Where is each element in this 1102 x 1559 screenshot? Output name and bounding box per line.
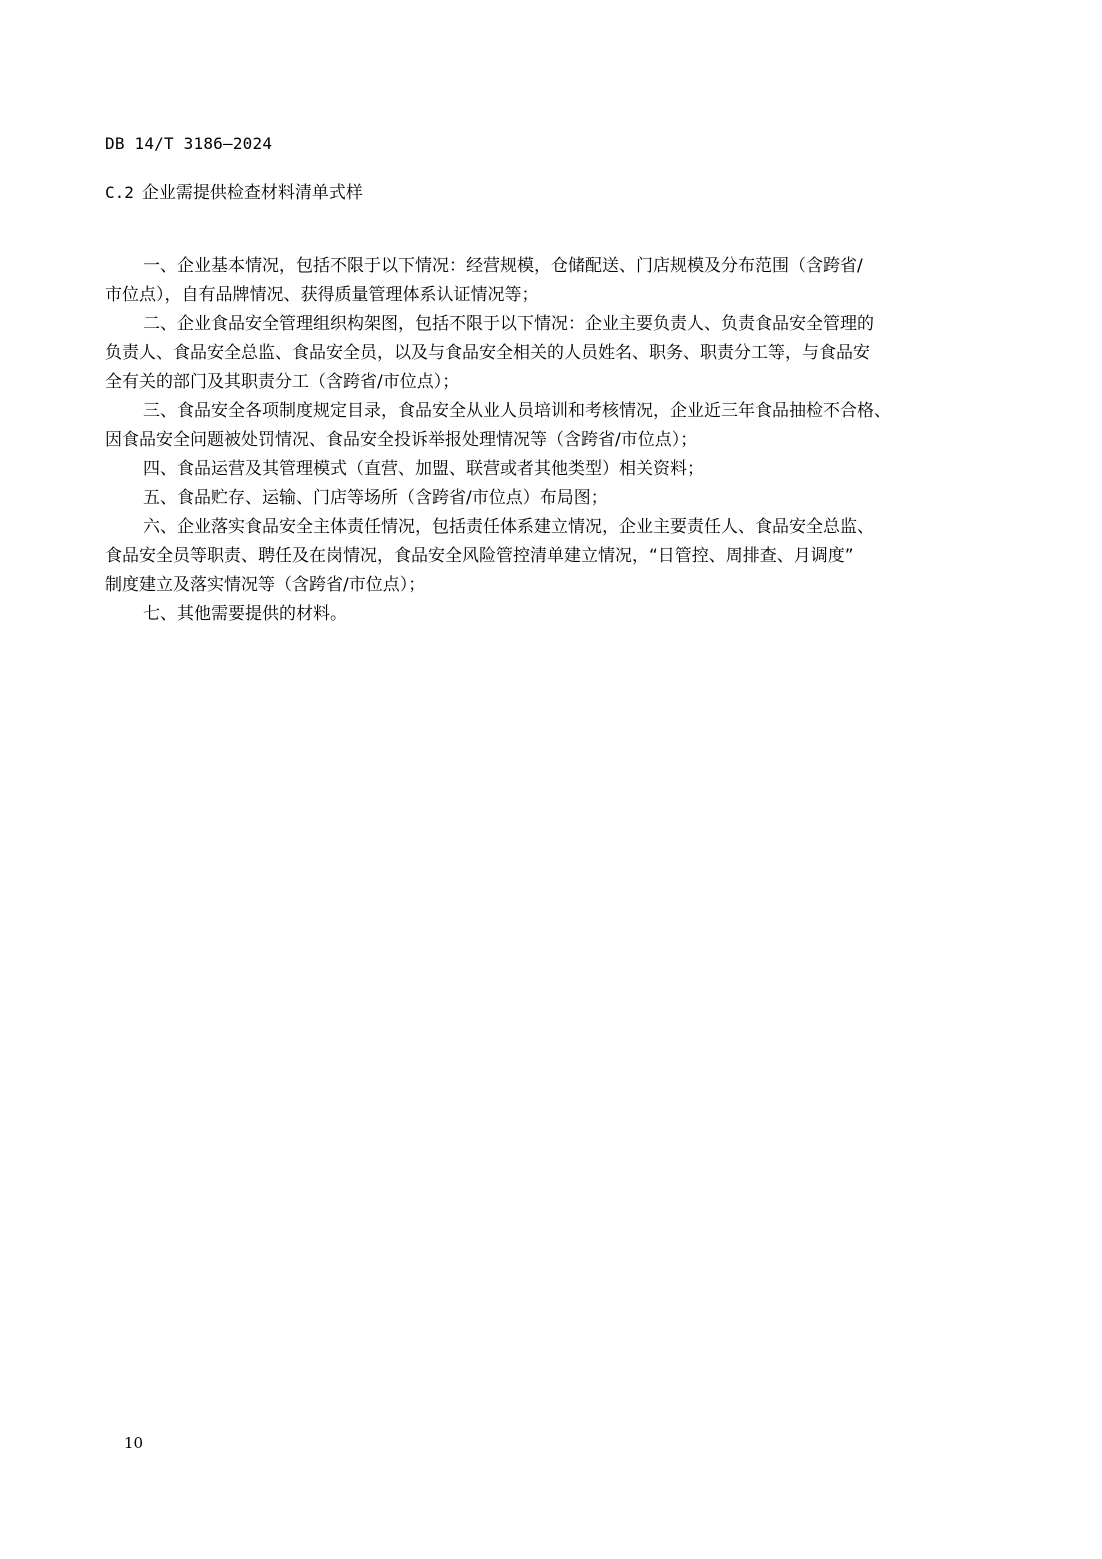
section-title-text: 企业需提供检查材料清单式样 [141,183,363,203]
item-4-line-1: 四、食品运营及其管理模式（直营、加盟、联营或者其他类型）相关资料； [143,459,704,479]
checklist-body [105,252,975,629]
section-number: C.2 [105,183,134,202]
item-6-line-3: 制度建立及落实情况等（含跨省/市位点）； [105,575,426,595]
item-1-line-2: 市位点），自有品牌情况、获得质量管理体系认证情况等； [105,285,539,305]
item-2-line-3: 全有关的部门及其职责分工（含跨省/市位点）； [105,372,460,392]
item-2-line-2: 负责人、食品安全总监、食品安全员，以及与食品安全相关的人员姓名、职务、职责分工等，与食品安 [105,343,870,363]
item-1-line-1: 一、企业基本情况，包括不限于以下情况：经营规模，仓储配送、门店规模及分布范围（含跨省/ [143,256,863,276]
item-3-line-2: 因食品安全问题被处罚情况、食品安全投诉举报处理情况等（含跨省/市位点）； [105,430,698,450]
item-6-line-1: 六、企业落实食品安全主体责任情况，包括责任体系建立情况，企业主要责任人、食品安全总监、 [143,517,874,537]
section-heading [105,182,363,204]
item-3-line-1: 三、食品安全各项制度规定目录，食品安全从业人员培训和考核情况，企业近三年食品抽检不合格、 [143,401,891,421]
item-6-line-2: 食品安全员等职责、聘任及在岗情况，食品安全风险管控清单建立情况，“日管控、周排查、月调度” [105,546,854,566]
document-code: DB 14/T 3186—2024 [105,134,273,153]
item-2-line-1: 二、企业食品安全管理组织构架图，包括不限于以下情况：企业主要负责人、负责食品安全管理的 [143,314,874,334]
item-7-line-1: 七、其他需要提供的材料。 [143,604,347,624]
item-5-line-1: 五、食品贮存、运输、门店等场所（含跨省/市位点）布局图； [143,488,608,508]
page-number: 10 [124,1434,144,1452]
